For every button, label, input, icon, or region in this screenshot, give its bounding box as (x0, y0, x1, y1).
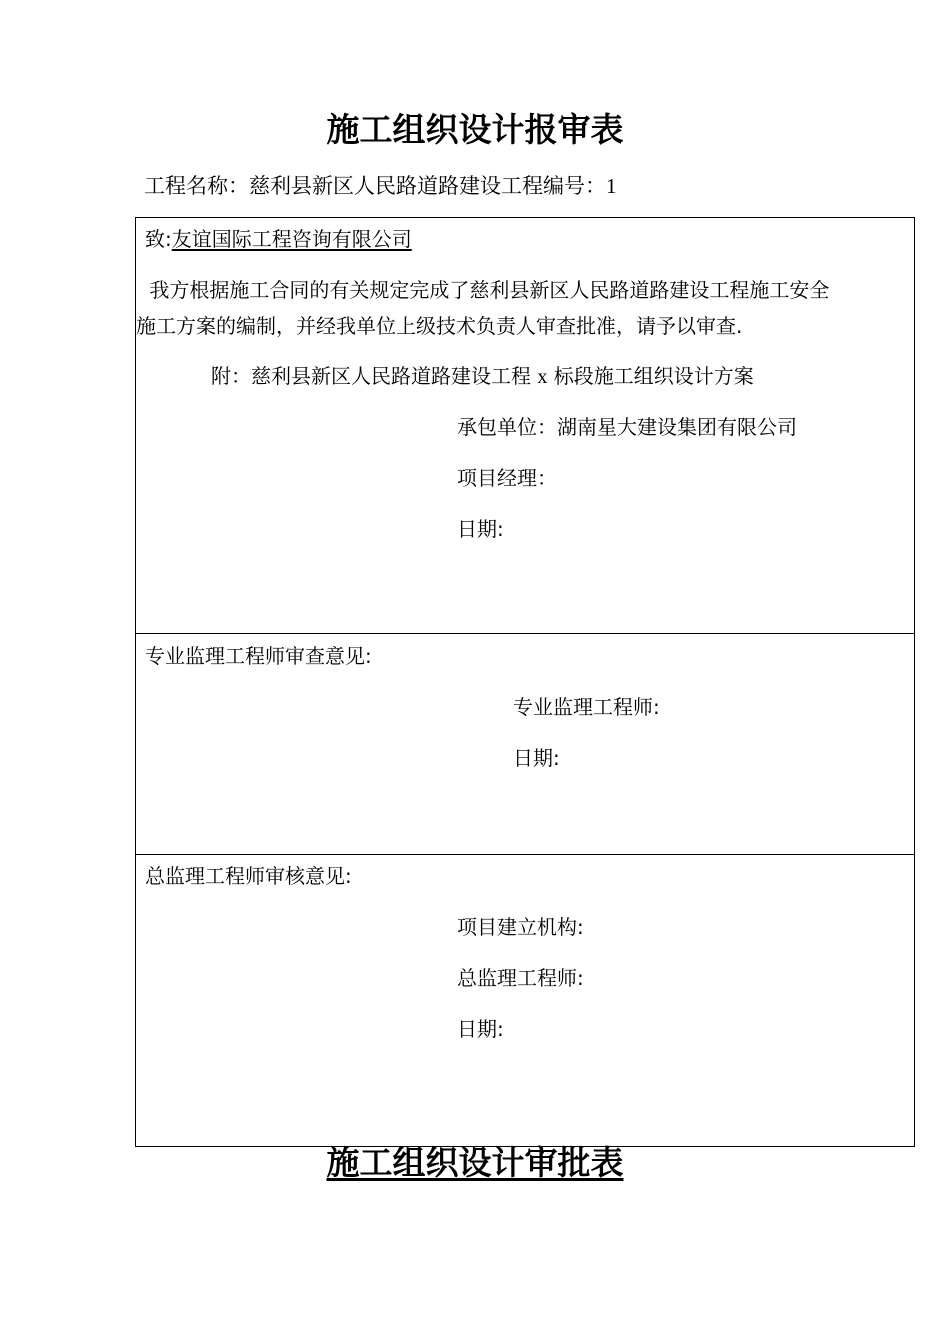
submission-section (136, 218, 914, 634)
next-page-title-text: 施工组织设计审批表 (326, 1143, 624, 1182)
recipient-name: 友谊国际工程咨询有限公司 (171, 227, 412, 251)
specialist-date-label: 日期: (513, 746, 560, 770)
specialist-heading: 专业监理工程师审查意见: (145, 644, 372, 668)
contractor-label: 承包单位：湖南星大建设集团有限公司 (457, 415, 797, 439)
attachment-line (211, 361, 754, 392)
chief-date-label: 日期: (457, 1017, 504, 1041)
attachment-suffix: 标段施工组织设计方案 (547, 364, 754, 388)
body-text-line-2: 施工方案的编制，并经我单位上级技术负责人审查批准，请予以审查. (136, 314, 743, 338)
chief-heading: 总监理工程师审核意见: (145, 864, 352, 888)
specialist-review-section (136, 634, 914, 855)
project-info-line (144, 170, 617, 202)
recipient-line (145, 224, 412, 254)
review-form-table (135, 217, 915, 1147)
number-label: 编号： (543, 174, 606, 198)
project-name: 慈利县新区人民路道路建设工程 (249, 174, 543, 198)
attachment-prefix: 附：慈利县新区人民路道路建设工程 (211, 364, 538, 388)
organization-label: 项目建立机构: (457, 915, 584, 939)
recipient-prefix: 致: (145, 227, 172, 251)
chief-review-section (136, 855, 914, 1146)
next-page-title (0, 1141, 950, 1185)
document-title: 施工组织设计报审表 (326, 110, 624, 149)
specialist-engineer-label: 专业监理工程师: (513, 695, 660, 719)
number-value: 1 (606, 174, 617, 198)
attachment-x: x (537, 366, 548, 388)
submission-date-label: 日期: (457, 517, 504, 541)
chief-engineer-label: 总监理工程师: (457, 966, 584, 990)
project-manager-label: 项目经理： (457, 466, 557, 490)
project-label: 工程名称： (144, 174, 249, 198)
body-text-line-1: 我方根据施工合同的有关规定完成了慈利县新区人民路道路建设工程施工安全 (143, 278, 830, 302)
